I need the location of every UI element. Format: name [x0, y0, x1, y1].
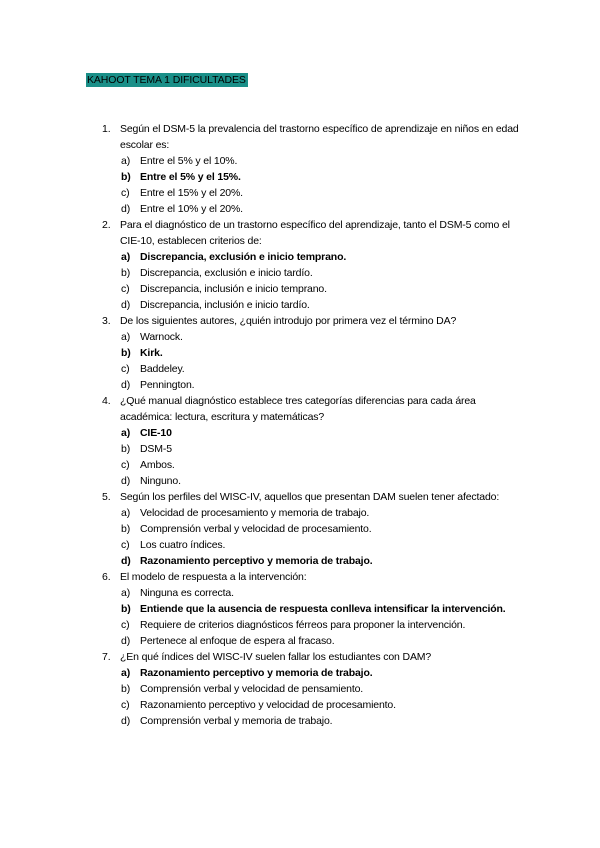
option-letter: a) [121, 251, 131, 263]
option-letter: b) [121, 267, 131, 279]
question-7 [0, 649, 600, 729]
option-letter: d) [121, 715, 131, 727]
question-3 [0, 313, 600, 393]
question-body: Según el DSM-5 la prevalencia del trastorno específico de aprendizaje en niños en edad escolar es: [120, 123, 519, 151]
question-6 [0, 569, 600, 649]
option-letter: c) [121, 539, 130, 551]
option-letter: b) [121, 683, 131, 695]
option-c [0, 617, 520, 633]
option-a [0, 585, 520, 601]
option-letter: b) [121, 523, 131, 535]
option-letter: d) [121, 635, 131, 647]
option-b-correct [0, 601, 520, 617]
option-text: Razonamiento perceptivo y memoria de trabajo. [140, 667, 373, 679]
document-title: KAHOOT TEMA 1 DIFICULTADES [87, 74, 246, 86]
option-text: Entre el 15% y el 20%. [140, 187, 243, 199]
question-body: De los siguientes autores, ¿quién introdujo por primera vez el término DA? [120, 315, 457, 327]
question-text [0, 313, 520, 329]
question-body: ¿En qué índices del WISC-IV suelen fallar los estudiantes con DAM? [120, 651, 432, 663]
question-body: Según los perfiles del WISC-IV, aquellos que presentan DAM suelen tener afectado: [120, 491, 500, 503]
question-2 [0, 217, 600, 313]
option-c [0, 185, 520, 201]
option-c [0, 697, 520, 713]
question-text [0, 393, 520, 425]
question-number: 5. [102, 491, 111, 503]
question-body: ¿Qué manual diagnóstico establece tres categorías diferencias para cada área académica: lectura, escritura y matemáticas? [120, 395, 476, 423]
option-text: Comprensión verbal y memoria de trabajo. [140, 715, 333, 727]
option-text: Comprensión verbal y velocidad de pensamiento. [140, 683, 364, 695]
option-a-correct [0, 665, 520, 681]
option-a-correct [0, 249, 520, 265]
question-number: 3. [102, 315, 111, 327]
option-letter: c) [121, 699, 130, 711]
option-text: Entre el 10% y el 20%. [140, 203, 243, 215]
option-letter: c) [121, 187, 130, 199]
option-text: Comprensión verbal y velocidad de procesamiento. [140, 523, 372, 535]
option-text: Velocidad de procesamiento y memoria de trabajo. [140, 507, 370, 519]
option-text: Discrepancia, exclusión e inicio tardío. [140, 267, 313, 279]
option-d [0, 377, 520, 393]
option-text: DSM-5 [140, 443, 172, 455]
option-letter: b) [121, 347, 131, 359]
option-d [0, 713, 520, 729]
option-letter: a) [121, 331, 131, 343]
option-a [0, 505, 520, 521]
option-letter: c) [121, 619, 130, 631]
option-letter: b) [121, 603, 131, 615]
option-letter: d) [121, 555, 131, 567]
option-text: Discrepancia, inclusión e inicio temprano. [140, 283, 327, 295]
question-number: 7. [102, 651, 111, 663]
question-body: El modelo de respuesta a la intervención: [120, 571, 307, 583]
option-letter: a) [121, 155, 131, 167]
question-5 [0, 489, 600, 569]
option-letter: b) [121, 443, 131, 455]
option-letter: b) [121, 171, 131, 183]
question-1 [0, 121, 600, 217]
option-b [0, 441, 520, 457]
option-text: Los cuatro índices. [140, 539, 226, 551]
option-letter: a) [121, 507, 131, 519]
option-text: Pertenece al enfoque de espera al fracaso. [140, 635, 335, 647]
question-list [0, 121, 600, 729]
option-b-correct [0, 345, 520, 361]
option-c [0, 281, 520, 297]
option-b-correct [0, 169, 520, 185]
option-c [0, 457, 520, 473]
option-letter: c) [121, 363, 130, 375]
option-text: Kirk. [140, 347, 163, 359]
option-b [0, 521, 520, 537]
question-text [0, 569, 520, 585]
question-text [0, 489, 520, 505]
option-d [0, 297, 520, 313]
option-text: Entre el 5% y el 10%. [140, 155, 238, 167]
option-text: Pennington. [140, 379, 195, 391]
option-a-correct [0, 425, 520, 441]
option-text: Entre el 5% y el 15%. [140, 171, 241, 183]
option-text: Discrepancia, exclusión e inicio temprano. [140, 251, 347, 263]
option-d [0, 473, 520, 489]
option-text: Requiere de criterios diagnósticos férreos para proponer la intervención. [140, 619, 466, 631]
question-4 [0, 393, 600, 489]
option-b [0, 265, 520, 281]
question-number: 1. [102, 123, 111, 135]
option-c [0, 537, 520, 553]
option-letter: a) [121, 587, 131, 599]
option-b [0, 681, 520, 697]
option-letter: d) [121, 299, 131, 311]
option-c [0, 361, 520, 377]
option-letter: d) [121, 475, 131, 487]
option-letter: d) [121, 379, 131, 391]
option-text: Ninguno. [140, 475, 181, 487]
option-letter: a) [121, 667, 131, 679]
option-text: Ambos. [140, 459, 175, 471]
option-letter: a) [121, 427, 131, 439]
option-a [0, 329, 520, 345]
question-text [0, 217, 520, 249]
option-letter: c) [121, 283, 130, 295]
option-letter: d) [121, 203, 131, 215]
option-text: Warnock. [140, 331, 183, 343]
option-text: Baddeley. [140, 363, 185, 375]
question-number: 6. [102, 571, 111, 583]
option-text: Entiende que la ausencia de respuesta conlleva intensificar la intervención. [140, 603, 506, 615]
option-d-correct [0, 553, 520, 569]
option-letter: c) [121, 459, 130, 471]
option-d [0, 633, 520, 649]
question-number: 4. [102, 395, 111, 407]
option-d [0, 201, 520, 217]
question-text [0, 121, 520, 153]
option-text: CIE-10 [140, 427, 172, 439]
option-text: Razonamiento perceptivo y memoria de trabajo. [140, 555, 373, 567]
option-text: Razonamiento perceptivo y velocidad de procesamiento. [140, 699, 396, 711]
question-body: Para el diagnóstico de un trastorno específico del aprendizaje, tanto el DSM-5 como el CIE-10, establecen criterios de: [120, 219, 510, 247]
option-text: Discrepancia, inclusión e inicio tardío. [140, 299, 310, 311]
question-text [0, 649, 520, 665]
question-number: 2. [102, 219, 111, 231]
option-text: Ninguna es correcta. [140, 587, 234, 599]
option-a [0, 153, 520, 169]
